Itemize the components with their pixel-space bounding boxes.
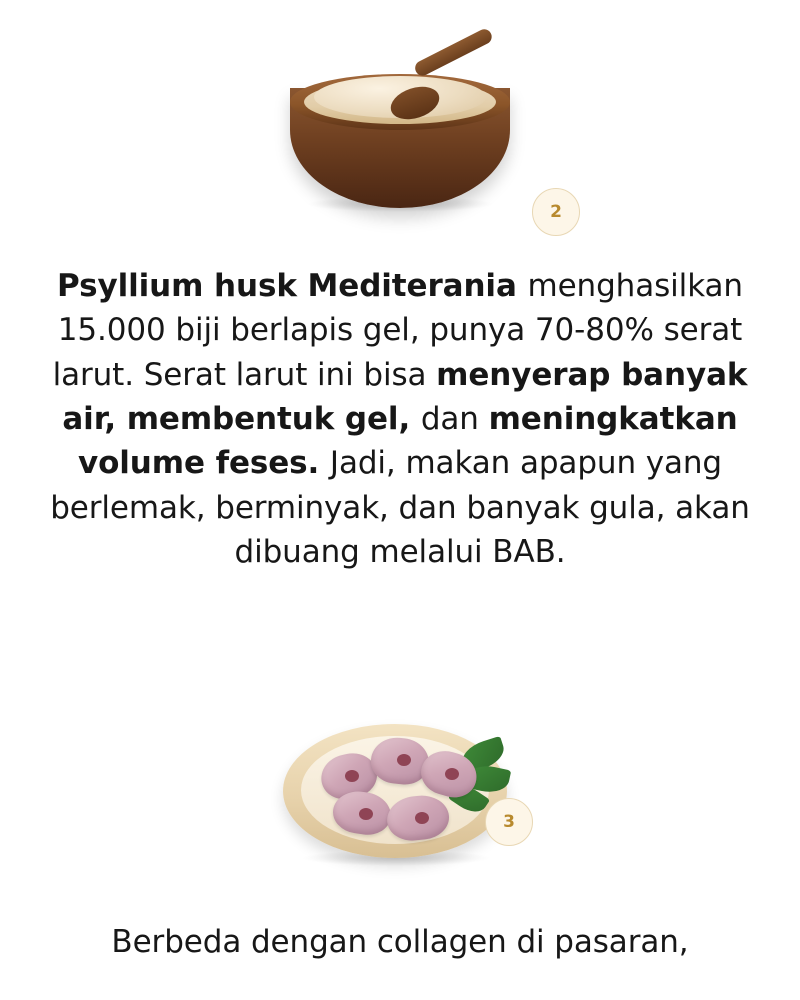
fish-slice-center (345, 770, 359, 782)
fish-plate-image (275, 700, 525, 870)
paragraph-2-part-5: Jadi, makan apapun yang berlemak, berminyak, dan banyak gula, akan dibuang melalui BAB. (50, 445, 750, 570)
fish-slice-center (359, 808, 373, 820)
step-badge-2 (532, 188, 580, 236)
step-badge-3-label: 3 (503, 812, 515, 832)
section-2 (0, 58, 800, 574)
paragraph-2-part-2: menyerap banyak air, membentuk gel, (62, 356, 748, 437)
figure-block-2 (0, 58, 800, 222)
paragraph-section-3 (50, 920, 750, 964)
figure-wrap-2 (280, 58, 562, 222)
paragraph-2-part-4: meningkatkan volume feses. (77, 400, 738, 482)
fish-slice-center (397, 754, 411, 766)
paragraph-2-part-3: dan (420, 400, 489, 437)
section-3 (0, 700, 800, 964)
step-badge-2-label: 2 (550, 202, 562, 222)
paragraph-section-2 (50, 264, 750, 574)
figure-block-3 (0, 700, 800, 870)
step-badge-3 (485, 798, 533, 846)
fish-slice-center (415, 812, 429, 824)
paragraph-2-part-0: Psyllium husk Mediterania (57, 268, 528, 304)
figure-wrap-3 (275, 700, 525, 870)
psyllium-bowl-image (280, 58, 520, 218)
paragraph-3-part-0: Berbeda dengan collagen di pasaran, (111, 924, 689, 960)
paragraph-2-part-1: menghasilkan 15.000 biji berlapis gel, punya 70-80% serat larut. Serat larut ini bisa (52, 268, 743, 393)
fish-slice-center (445, 768, 459, 780)
wooden-spoon-handle-icon (413, 27, 495, 79)
